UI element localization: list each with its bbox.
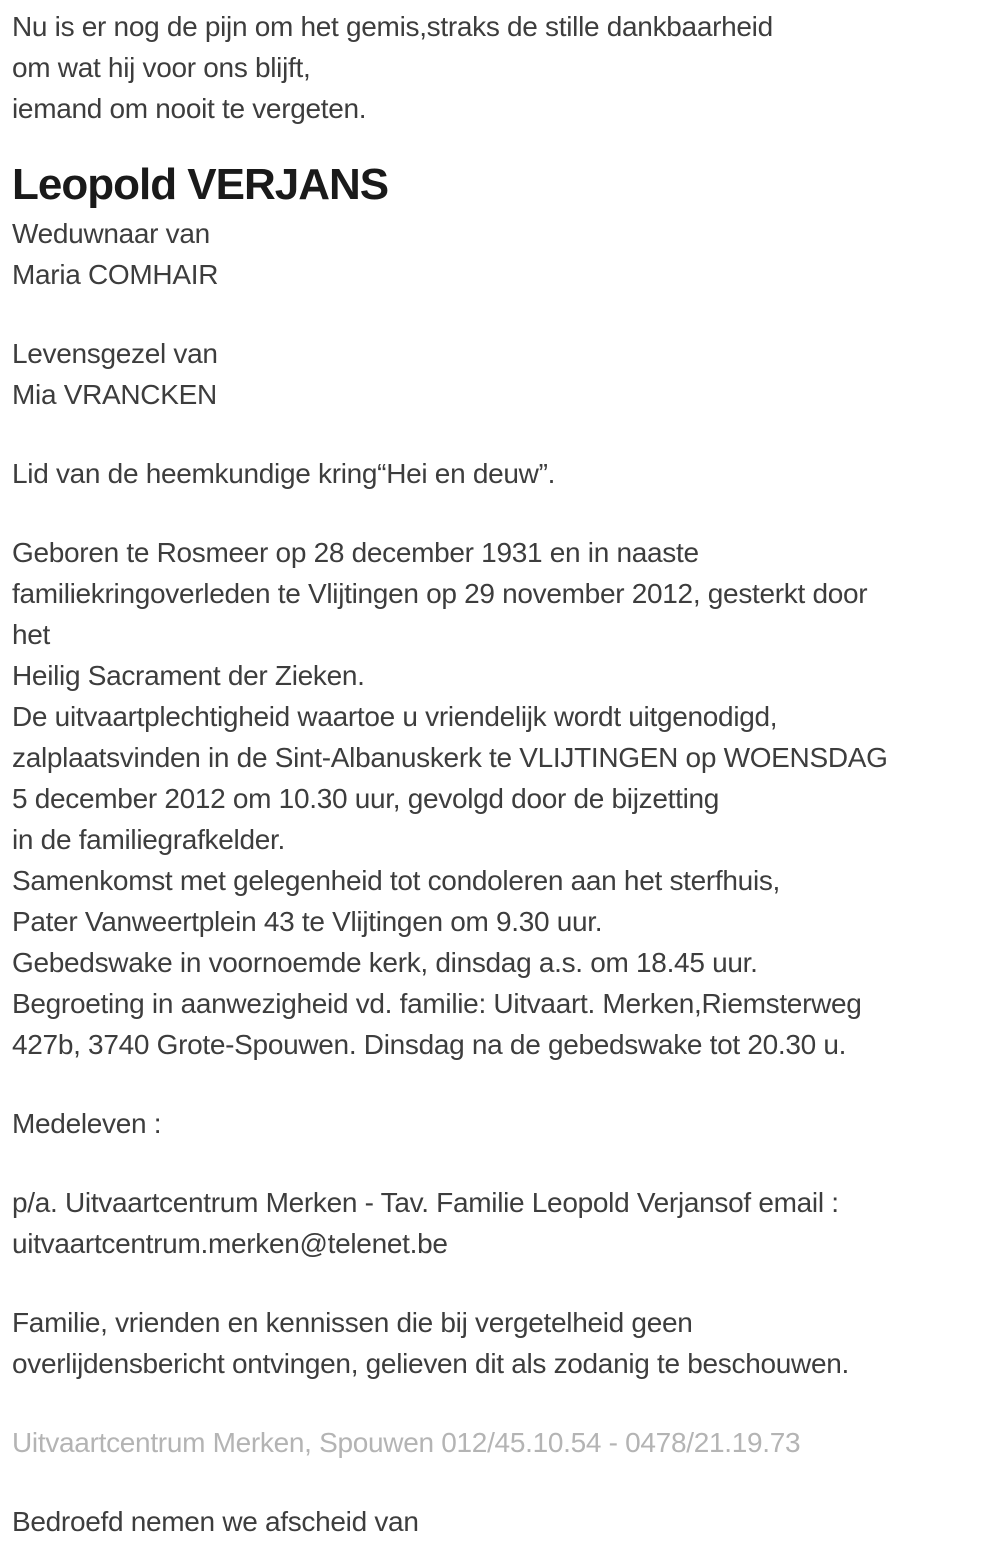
funeral-home-footer [12, 1422, 1000, 1463]
text-line: Samenkomst met gelegenheid tot condoleren aan het sterfhuis, [12, 865, 781, 896]
deceased-name [12, 157, 1000, 213]
paragraph-spacer [12, 1264, 1000, 1302]
text-line: overlijdensbericht ontvingen, gelieven dit als zodanig te beschouwen. [12, 1348, 849, 1379]
text-line: om wat hij voor ons blijft, [12, 52, 311, 83]
farewell-line [12, 1501, 1000, 1542]
paragraph-spacer [12, 494, 1000, 532]
text-line: uitvaartcentrum.merken@telenet.be [12, 1228, 448, 1259]
paragraph-spacer [12, 415, 1000, 453]
contact-info [12, 1182, 1000, 1264]
intro-verse [12, 6, 1000, 129]
paragraph-spacer [12, 1065, 1000, 1103]
text-line: Pater Vanweertplein 43 te Vlijtingen om 9.30 uur. [12, 906, 603, 937]
apology-note [12, 1302, 1000, 1384]
text-line: p/a. Uitvaartcentrum Merken - Tav. Familie Leopold Verjansof email : [12, 1187, 839, 1218]
condolences-label [12, 1103, 1000, 1144]
text-line: Lid van de heemkundige kring“Hei en deuw”. [12, 458, 556, 489]
text-line: familiekringoverleden te Vlijtingen op 29 november 2012, gesterkt door [12, 578, 868, 609]
widower-of [12, 213, 1000, 295]
text-line: Gebedswake in voornoemde kerk, dinsdag a.s. om 18.45 uur. [12, 947, 758, 978]
text-line: zalplaatsvinden in de Sint-Albanuskerk te VLIJTINGEN op WOENSDAG [12, 742, 888, 773]
text-line: 5 december 2012 om 10.30 uur, gevolgd door de bijzetting [12, 783, 720, 814]
text-line: Begroeting in aanwezigheid vd. familie: Uitvaart. Merken,Riemsterweg [12, 988, 862, 1019]
text-line: Bedroefd nemen we afscheid van [12, 1506, 419, 1537]
paragraph-spacer [12, 1384, 1000, 1422]
deceased-name-heading: Leopold VERJANS [12, 160, 389, 209]
membership-note [12, 453, 1000, 494]
paragraph-spacer [12, 1144, 1000, 1182]
text-line: Heilig Sacrament der Zieken. [12, 660, 365, 691]
text-line: Weduwnaar van [12, 218, 210, 249]
text-line: 427b, 3740 Grote-Spouwen. Dinsdag na de gebedswake tot 20.30 u. [12, 1029, 847, 1060]
text-line: iemand om nooit te vergeten. [12, 93, 367, 124]
life-partner-of [12, 333, 1000, 415]
text-line: Uitvaartcentrum Merken, Spouwen 012/45.10.54 - 0478/21.19.73 [12, 1427, 801, 1458]
text-line: Nu is er nog de pijn om het gemis,straks de stille dankbaarheid [12, 11, 773, 42]
text-line: Medeleven : [12, 1108, 162, 1139]
document-body [12, 6, 1000, 1542]
text-line: Maria COMHAIR [12, 259, 219, 290]
text-line: het [12, 619, 51, 650]
paragraph-spacer [12, 1463, 1000, 1501]
text-line: Mia VRANCKEN [12, 379, 217, 410]
text-line: Levensgezel van [12, 338, 218, 369]
text-line: Familie, vrienden en kennissen die bij vergetelheid geen [12, 1307, 693, 1338]
funeral-details [12, 532, 1000, 1065]
text-line: in de familiegrafkelder. [12, 824, 285, 855]
text-line: De uitvaartplechtigheid waartoe u vriendelijk wordt uitgenodigd, [12, 701, 778, 732]
text-line: Geboren te Rosmeer op 28 december 1931 en in naaste [12, 537, 699, 568]
paragraph-spacer [12, 295, 1000, 333]
